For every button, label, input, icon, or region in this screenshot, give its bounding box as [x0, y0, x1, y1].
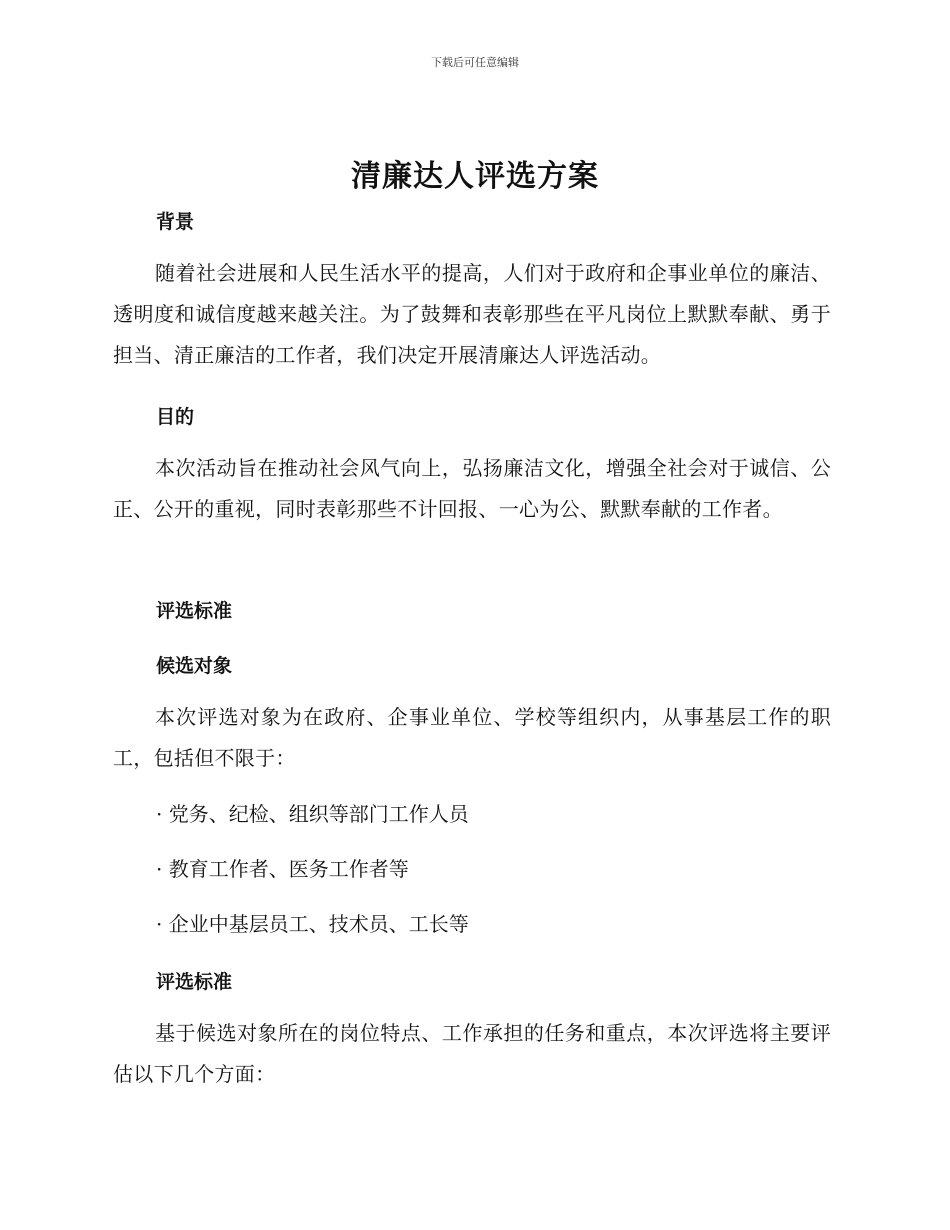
page-header: 下载后可任意编辑	[431, 56, 519, 69]
heading-criteria-2: 评选标准	[156, 971, 233, 993]
heading-criteria: 评选标准	[156, 600, 233, 622]
document-title: 清廉达人评选方案	[351, 159, 599, 194]
heading-purpose: 目的	[156, 406, 195, 428]
list-item: · 企业中基层员工、技术员、工长等	[156, 912, 469, 936]
list-item: · 教育工作者、医务工作者等	[156, 857, 409, 881]
list-item: · 党务、纪检、组织等部门工作人员	[156, 802, 469, 826]
paragraph-background: 随着社会进展和人民生活水平的提高，人们对于政府和企事业单位的廉洁、透明度和诚信度越来越关注。为了鼓舞和表彰那些在平凡岗位上默默奉献、勇于担当、清正廉洁的工作者，我们决定开展清廉达人评选活动。	[113, 261, 831, 367]
heading-background: 背景	[156, 211, 195, 233]
paragraph-candidates: 本次评选对象为在政府、企事业单位、学校等组织内，从事基层工作的职工，包括但不限于：	[113, 705, 831, 770]
paragraph-criteria: 基于候选对象所在的岗位特点、工作承担的任务和重点，本次评选将主要评估以下几个方面：	[113, 1021, 831, 1086]
heading-candidates: 候选对象	[156, 655, 233, 677]
paragraph-purpose: 本次活动旨在推动社会风气向上，弘扬廉洁文化，增强全社会对于诚信、公正、公开的重视，同时表彰那些不计回报、一心为公、默默奉献的工作者。	[113, 456, 831, 521]
